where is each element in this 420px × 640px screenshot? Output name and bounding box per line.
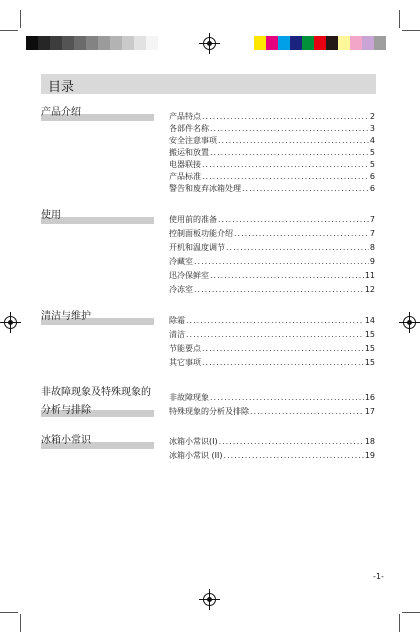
toc-entry-page: 18 — [364, 437, 375, 446]
calibration-patch — [338, 36, 350, 50]
dot-leader — [194, 285, 364, 295]
toc-entry[interactable] — [169, 215, 375, 225]
toc-entry-title: 警告和废弃冰箱处理 — [169, 184, 241, 193]
toc-entry-title: 非故障现象 — [169, 393, 209, 402]
toc-entry-title: 搬运和放置 — [169, 148, 209, 157]
calibration-patch — [302, 36, 314, 50]
calibration-patch — [38, 36, 50, 50]
calibration-patch — [110, 36, 122, 50]
toc-entry-title: 迅冷保鲜室 — [169, 271, 209, 280]
calibration-patch — [314, 36, 326, 50]
toc-entry-page: 4 — [369, 136, 375, 145]
toc-entry-title: 产品特点 — [169, 112, 201, 121]
dot-leader — [234, 229, 369, 239]
toc-entry-page: 11 — [364, 271, 375, 280]
crop-mark — [0, 612, 18, 613]
toc-entry[interactable] — [169, 437, 375, 447]
toc-entry[interactable] — [169, 243, 375, 253]
toc-entry[interactable] — [169, 393, 375, 403]
toc-entry-page: 12 — [364, 285, 375, 294]
toc-entry-title: 节能要点 — [169, 344, 201, 353]
calibration-patch — [254, 36, 266, 50]
toc-entry-title: 各部件名称 — [169, 124, 209, 133]
grayscale-calibration-strip — [26, 36, 158, 50]
calibration-patch — [26, 36, 38, 50]
toc-entry-page: 5 — [369, 160, 375, 169]
section-title: 非故障现象及特殊现象的 分析与排除 — [41, 387, 151, 416]
toc-entry[interactable] — [169, 285, 375, 295]
section-title: 使用 — [41, 210, 61, 221]
toc-entry[interactable] — [169, 344, 375, 354]
calibration-patch — [134, 36, 146, 50]
calibration-patch — [278, 36, 290, 50]
toc-entry-page: 5 — [369, 148, 375, 157]
crop-mark — [399, 10, 400, 28]
toc-entry[interactable] — [169, 148, 375, 158]
dot-leader — [250, 407, 364, 417]
toc-entry[interactable] — [169, 407, 375, 417]
calibration-patch — [326, 36, 338, 50]
toc-entry-title: 冷藏室 — [169, 257, 193, 266]
color-calibration-strip — [254, 36, 386, 50]
toc-entry-page: 15 — [364, 330, 375, 339]
dot-leader — [242, 184, 369, 194]
toc-entry[interactable] — [169, 172, 375, 182]
crop-mark — [0, 30, 18, 31]
toc-entry-title: 冷冻室 — [169, 285, 193, 294]
toc-entry-title: 使用前的准备 — [169, 215, 217, 224]
dot-leader — [218, 215, 369, 225]
toc-entry-page: 9 — [369, 257, 375, 266]
dot-leader — [202, 358, 364, 368]
page-number: -1- — [373, 572, 384, 581]
toc-entry-page: 6 — [369, 172, 375, 181]
toc-entry-title: 开机和温度调节 — [169, 243, 225, 252]
dot-leader — [210, 148, 369, 158]
toc-entry-page: 6 — [369, 184, 375, 193]
toc-entry-page: 16 — [364, 393, 375, 402]
toc-entry-title: 安全注意事项 — [169, 136, 217, 145]
toc-entry-page: 14 — [364, 316, 375, 325]
dot-leader — [210, 393, 364, 403]
toc-entry[interactable] — [169, 271, 375, 281]
dot-leader — [224, 451, 364, 461]
toc-entry[interactable] — [169, 316, 375, 326]
registration-mark-left — [4, 316, 17, 329]
toc-entry[interactable] — [169, 257, 375, 267]
toc-entry-title: 清洁 — [169, 330, 185, 339]
toc-entry-page: 15 — [364, 358, 375, 367]
toc-entry-title: 产品标准 — [169, 172, 201, 181]
registration-mark-bottom — [203, 593, 216, 606]
calibration-patch — [122, 36, 134, 50]
toc-entry-title: 电器联接 — [169, 160, 201, 169]
dot-leader — [186, 316, 364, 326]
toc-entry[interactable] — [169, 358, 375, 368]
crop-mark — [20, 614, 21, 632]
toc-entry[interactable] — [169, 451, 375, 461]
calibration-patch — [50, 36, 62, 50]
calibration-patch — [266, 36, 278, 50]
section-title: 冰箱小常识 — [41, 435, 91, 446]
toc-entry[interactable] — [169, 124, 375, 134]
toc-entry[interactable] — [169, 160, 375, 170]
calibration-patch — [362, 36, 374, 50]
toc-entry-page: 2 — [369, 112, 375, 121]
toc-entry-title: 冰箱小常识(I) — [169, 437, 218, 446]
calibration-patch — [98, 36, 110, 50]
calibration-patch — [62, 36, 74, 50]
crop-mark — [402, 30, 420, 31]
calibration-patch — [374, 36, 386, 50]
dot-leader — [202, 344, 364, 354]
toc-entry-title: 除霜 — [169, 316, 185, 325]
toc-entry-page: 7 — [369, 215, 375, 224]
dot-leader — [210, 124, 369, 134]
dot-leader — [186, 330, 364, 340]
toc-entry-page: 3 — [369, 124, 375, 133]
calibration-patch — [290, 36, 302, 50]
registration-mark-top — [203, 37, 216, 50]
dot-leader — [194, 257, 369, 267]
calibration-patch — [350, 36, 362, 50]
toc-entry-title: 冰箱小常识 (II) — [169, 451, 223, 460]
toc-entry[interactable] — [169, 229, 375, 239]
toc-entry-title: 控制面板功能介绍 — [169, 229, 233, 238]
calibration-patch — [86, 36, 98, 50]
calibration-patch — [74, 36, 86, 50]
dot-leader — [202, 112, 369, 122]
toc-entry[interactable] — [169, 184, 375, 194]
section-title: 产品介绍 — [41, 107, 81, 118]
page-title: 目录 — [48, 80, 75, 95]
toc-entry-title: 特殊现象的分析及排除 — [169, 407, 249, 416]
toc-entry-page: 15 — [364, 344, 375, 353]
crop-mark — [402, 612, 420, 613]
dot-leader — [219, 437, 364, 447]
calibration-patch — [146, 36, 158, 50]
dot-leader — [202, 160, 369, 170]
toc-entry[interactable] — [169, 330, 375, 340]
dot-leader — [210, 271, 364, 281]
registration-mark-right — [403, 316, 416, 329]
toc-entry-page: 19 — [364, 451, 375, 460]
page-title-bar — [41, 74, 376, 94]
toc-entry-page: 8 — [369, 243, 375, 252]
dot-leader — [218, 136, 369, 146]
toc-entry-page: 7 — [369, 229, 375, 238]
dot-leader — [226, 243, 369, 253]
dot-leader — [202, 172, 369, 182]
toc-entry[interactable] — [169, 136, 375, 146]
crop-mark — [399, 614, 400, 632]
toc-entry-title: 其它事项 — [169, 358, 201, 367]
crop-mark — [20, 10, 21, 28]
toc-entry[interactable] — [169, 112, 375, 122]
toc-entry-page: 17 — [364, 407, 375, 416]
section-title: 清洁与维护 — [41, 311, 91, 322]
